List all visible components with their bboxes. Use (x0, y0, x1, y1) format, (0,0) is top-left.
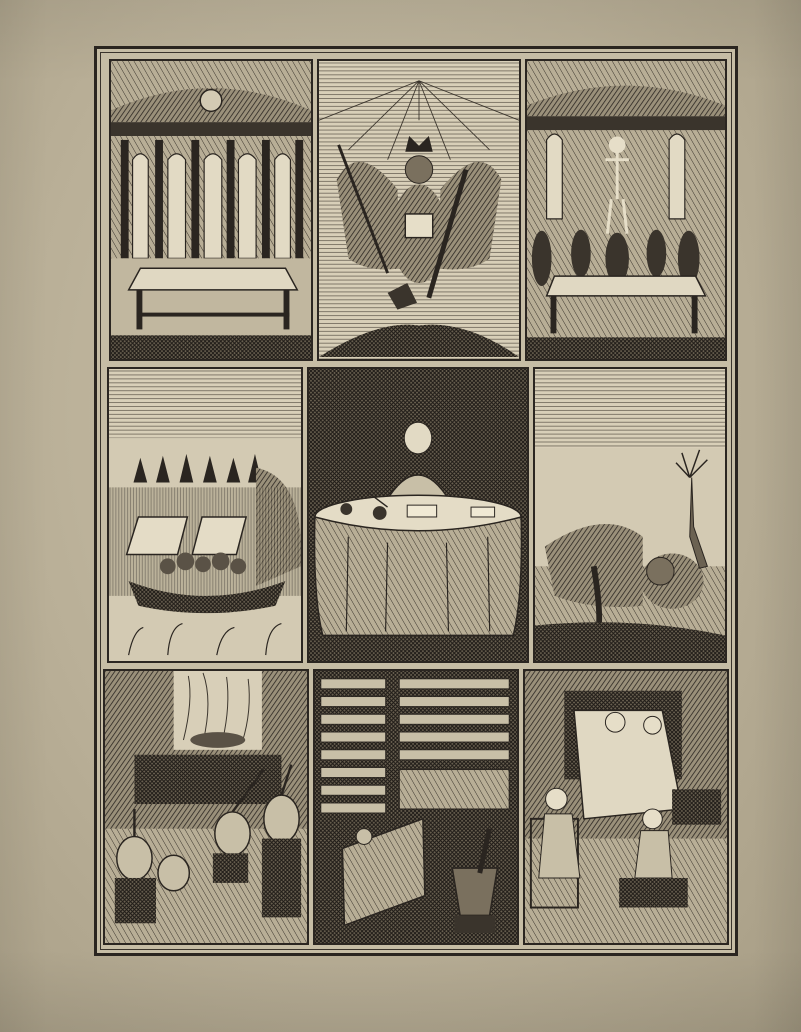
panel-anatomical-theatre (109, 59, 313, 361)
panel-apothecary-shop (313, 669, 519, 945)
engraved-plate (94, 46, 738, 956)
panel-sick-room (523, 669, 729, 945)
panel-chemical-laboratory (103, 669, 309, 945)
panel-scholar-writing (307, 367, 529, 663)
panel-botanical-garden (107, 367, 303, 663)
panel-anatomy-lesson (525, 59, 727, 361)
panel-menagerie (533, 367, 727, 663)
panel-royal-eagle (317, 59, 521, 361)
